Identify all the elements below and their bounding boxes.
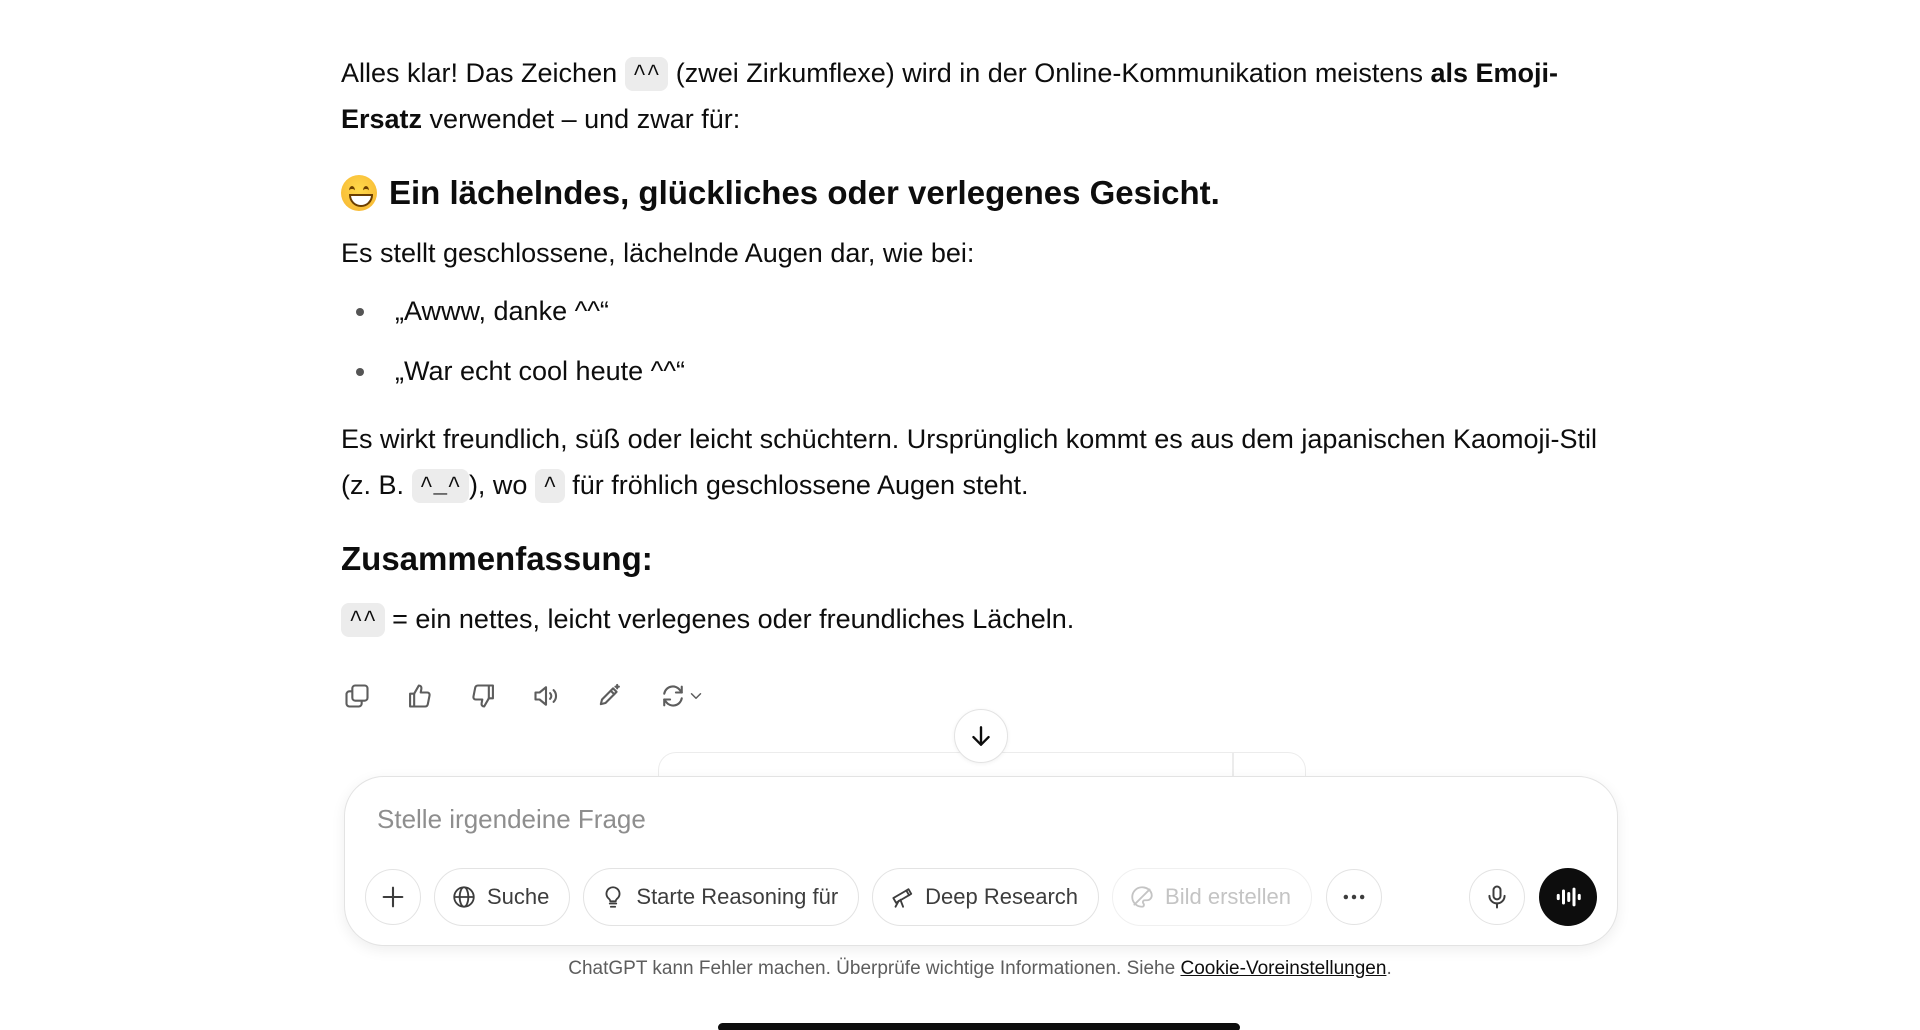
intro-text-1: Alles klar! Das Zeichen	[341, 58, 625, 88]
thumbs-up-button[interactable]	[404, 680, 436, 712]
regenerate-icon	[659, 682, 687, 710]
globe-icon	[451, 884, 477, 910]
lightbulb-icon	[600, 884, 626, 910]
reasoning-tool-label: Starte Reasoning für	[636, 884, 839, 909]
thumbs-up-icon	[406, 682, 434, 710]
example-list	[341, 288, 1611, 394]
plus-icon	[379, 883, 407, 911]
read-aloud-button[interactable]	[530, 680, 562, 712]
disclaimer-text: ChatGPT kann Fehler machen. Überprüfe wichtige Informationen. Siehe	[568, 958, 1181, 979]
list-item: „Awww, danke ^^“	[341, 288, 1611, 334]
more-dots-icon	[1340, 883, 1368, 911]
more-tools-button[interactable]	[1326, 869, 1382, 925]
heading-summary: Zusammenfassung:	[341, 540, 653, 577]
grinning-face-emoji	[341, 175, 377, 211]
reasoning-tool-button[interactable]	[583, 868, 859, 926]
create-image-tool-button[interactable]	[1112, 868, 1312, 926]
copy-button[interactable]	[341, 680, 373, 712]
thumbs-down-icon	[469, 682, 497, 710]
voice-mode-button[interactable]	[1539, 868, 1597, 926]
intro-text-3: verwendet – und zwar für:	[422, 104, 741, 134]
search-tool-button[interactable]	[434, 868, 570, 926]
telescope-icon	[889, 884, 915, 910]
heading-smiling-face	[341, 170, 1611, 216]
paragraph-kaomoji	[341, 416, 1611, 508]
kaomoji-text-b: ), wo	[468, 470, 535, 500]
attach-button[interactable]	[365, 869, 421, 925]
summary-paragraph	[341, 596, 1611, 642]
cookie-settings-link[interactable]: Cookie-Voreinstellungen	[1180, 958, 1387, 979]
thumbs-down-button[interactable]	[467, 680, 499, 712]
inline-code: ^_^	[412, 469, 469, 503]
home-indicator	[718, 1023, 1240, 1030]
kaomoji-text-c: für fröhlich geschlossene Augen steht.	[564, 470, 1029, 500]
microphone-icon	[1483, 883, 1511, 911]
paragraph-eyes: Es stellt geschlossene, lächelnde Augen dar, wie bei:	[341, 238, 975, 268]
scroll-to-bottom-button[interactable]	[954, 709, 1008, 763]
disclaimer-end: .	[1386, 958, 1392, 979]
chevron-down-icon	[687, 687, 705, 705]
intro-paragraph	[341, 50, 1611, 142]
voice-waveform-icon	[1553, 882, 1583, 912]
intro-text-2: (zwei Zirkumflexe) wird in der Online-Kommunikation meistens	[668, 58, 1431, 88]
inline-code: ^	[535, 469, 565, 503]
kaomoji-text-a: Es wirkt freundlich, süß oder leicht schüchtern. Ursprünglich kommt es aus dem japanischen Kaomoji-Stil (z. B.	[341, 424, 1598, 500]
prompt-input[interactable]	[377, 799, 1527, 839]
inline-code: ^^	[341, 603, 385, 637]
inline-code: ^^	[625, 57, 669, 91]
arrow-down-icon	[968, 723, 994, 749]
regenerate-button[interactable]	[656, 680, 708, 712]
edit-button[interactable]	[593, 680, 625, 712]
deep-research-tool-label: Deep Research	[925, 884, 1079, 909]
list-item: „War echt cool heute ^^“	[341, 348, 1611, 394]
search-tool-label: Suche	[487, 884, 550, 909]
heading-1-text: Ein lächelndes, glückliches oder verlegenes Gesicht.	[389, 174, 1220, 211]
composer-toolbar	[365, 867, 1597, 927]
edit-pencil-icon	[595, 682, 623, 710]
dictate-button[interactable]	[1469, 869, 1525, 925]
summary-text: = ein nettes, leicht verlegenes oder freundliches Lächeln.	[384, 604, 1075, 634]
read-aloud-icon	[532, 682, 560, 710]
intro-bold-text: als Emoji-Ersatz	[341, 58, 1559, 134]
composer	[344, 776, 1618, 946]
message-actions	[341, 680, 708, 712]
deep-research-tool-button[interactable]	[872, 868, 1099, 926]
image-brush-icon	[1129, 884, 1155, 910]
create-image-tool-label: Bild erstellen	[1165, 884, 1291, 909]
copy-icon	[343, 682, 371, 710]
assistant-message	[341, 50, 1611, 642]
disclaimer	[0, 958, 1920, 980]
